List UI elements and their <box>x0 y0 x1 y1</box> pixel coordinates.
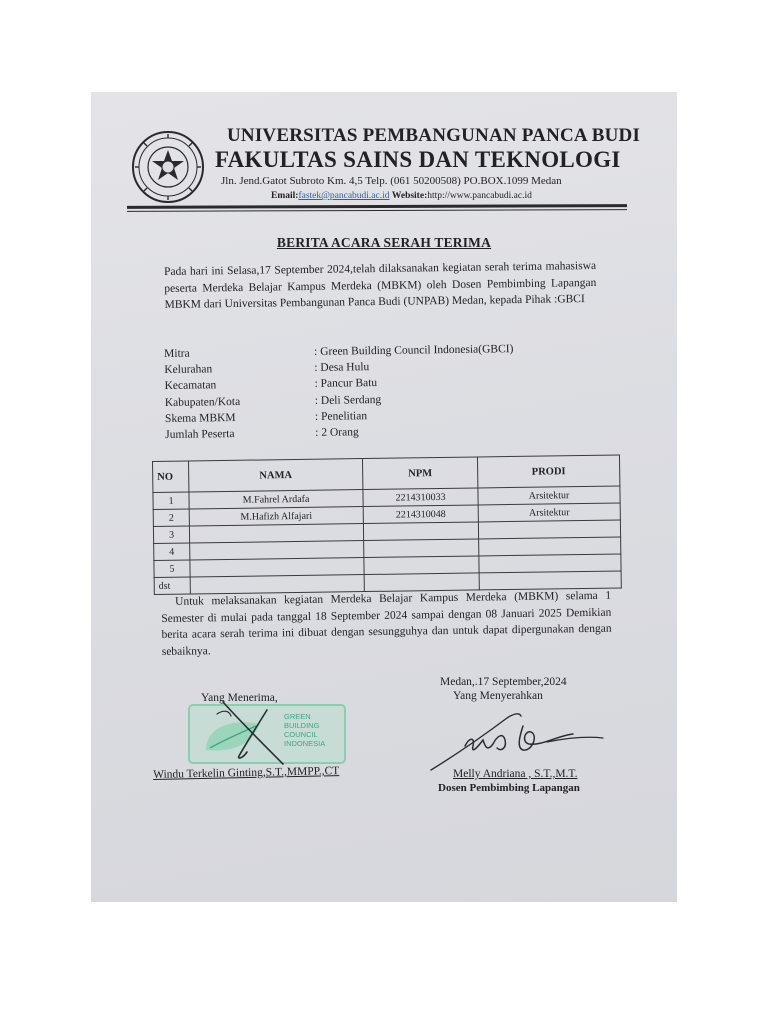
info-label: Kecamatan <box>164 379 217 393</box>
intro-paragraph: Pada hari ini Selasa,17 September 2024,telah dilaksanakan kegiatan serah terima mahasiswa peserta Merdeka Belajar Kampus Merdeka (MBKM) oleh Dosen Pembimbing Lapangan MBKM dari Universitas Pembangunan Panca Budi (UNPAB) Medan, kepada Pihak :GBCI <box>164 259 597 311</box>
website-url: http://www.pancabudi.ac.id <box>427 191 532 201</box>
giver-label: Yang Menyerahkan <box>453 690 543 702</box>
letterhead-divider <box>127 204 627 209</box>
cell-no: dst <box>154 577 190 595</box>
cell-npm <box>364 539 479 558</box>
column-header-prodi: PRODI <box>477 455 619 488</box>
info-value: : 2 Orang <box>315 426 359 439</box>
receiver-signature-icon <box>209 694 299 770</box>
stamp-line: INDONESIA <box>284 739 326 748</box>
giver-role: Dosen Pembimbing Lapangan <box>438 782 580 794</box>
info-value: : Penelitian <box>314 409 368 423</box>
partner-info-list <box>164 340 605 443</box>
letter-page <box>91 92 677 902</box>
cell-npm <box>364 573 479 592</box>
faculty-address: Jln. Jend.Gatot Subroto Km. 4,5 Telp. (061 50200508) PO.BOX.1099 Medan <box>221 175 562 187</box>
faculty-name: FAKULTAS SAINS DAN TEKNOLOGI <box>215 147 621 172</box>
info-value: : Green Building Council Indonesia(GBCI) <box>314 343 514 358</box>
cell-prodi: Arsitektur <box>478 503 620 522</box>
closing-text: Untuk melaksanakan kegiatan Merdeka Belajar Kampus Merdeka (MBKM) selama 1 Semester di mulai pada tanggal 18 September 2024 sampai dengan 08 Januari 2025 Demikian berita acara serah terima ini dibuat dengan sesungguhya dan untuk dapat dipergunakan dengan sebaiknya. <box>161 589 612 658</box>
cell-no: 3 <box>153 526 189 544</box>
stamp-line: COUNCIL <box>284 730 318 739</box>
email-link[interactable]: fastek@pancabudi.ac.id <box>298 191 390 201</box>
stamp-line: BUILDING <box>284 721 320 730</box>
cell-nama: M.Fahrel Ardafa <box>189 490 363 509</box>
receiver-name: Windu Terkelin Ginting,S.T.,MMPP.,CT <box>153 765 340 781</box>
letterhead-divider-thin <box>127 209 627 212</box>
giver-name: Melly Andriana , S.T.,M.T. <box>453 768 578 780</box>
cell-npm: 2214310048 <box>363 505 478 524</box>
cell-prodi <box>478 520 620 539</box>
cell-no: 1 <box>153 492 189 510</box>
email-label: Email: <box>271 191 299 201</box>
cell-no: 4 <box>154 543 190 561</box>
info-label: Jumlah Peserta <box>165 427 235 441</box>
university-seal-icon <box>131 130 205 204</box>
cell-prodi <box>479 554 621 573</box>
info-value: : Desa Hulu <box>314 361 370 375</box>
university-name: UNIVERSITAS PEMBANGUNAN PANCA BUDI <box>227 125 641 146</box>
document-title: BERITA ACARA SERAH TERIMA <box>276 235 492 250</box>
column-header-nama: NAMA <box>189 459 363 492</box>
cell-prodi <box>479 537 621 556</box>
document-photo <box>91 92 677 902</box>
cell-prodi: Arsitektur <box>478 486 620 505</box>
giver-signature-icon <box>427 702 607 778</box>
participants-table <box>152 454 622 595</box>
cell-npm: 2214310033 <box>363 488 478 507</box>
column-header-no: NO <box>153 461 189 492</box>
closing-paragraph <box>161 588 612 660</box>
website-label: Website: <box>391 191 428 201</box>
cell-nama: M.Hafizh Alfajari <box>189 507 363 526</box>
place-date: Medan,.17 September,2024 <box>440 676 567 688</box>
info-value: : Pancur Batu <box>314 377 378 391</box>
cell-npm <box>364 556 479 575</box>
info-label: Skema MBKM <box>164 411 236 425</box>
info-value: : Deli Serdang <box>314 393 382 407</box>
info-label: Mitra <box>164 347 190 360</box>
receiver-label: Yang Menerima, <box>201 692 278 704</box>
cell-no: 2 <box>153 509 189 527</box>
info-label: Kelurahan <box>164 363 213 377</box>
cell-no: 5 <box>154 560 190 578</box>
contact-line <box>271 191 532 201</box>
stamp-line: GREEN <box>284 712 311 721</box>
column-header-npm: NPM <box>362 457 477 490</box>
info-label: Kabupaten/Kota <box>164 395 241 409</box>
cell-npm <box>363 522 478 541</box>
